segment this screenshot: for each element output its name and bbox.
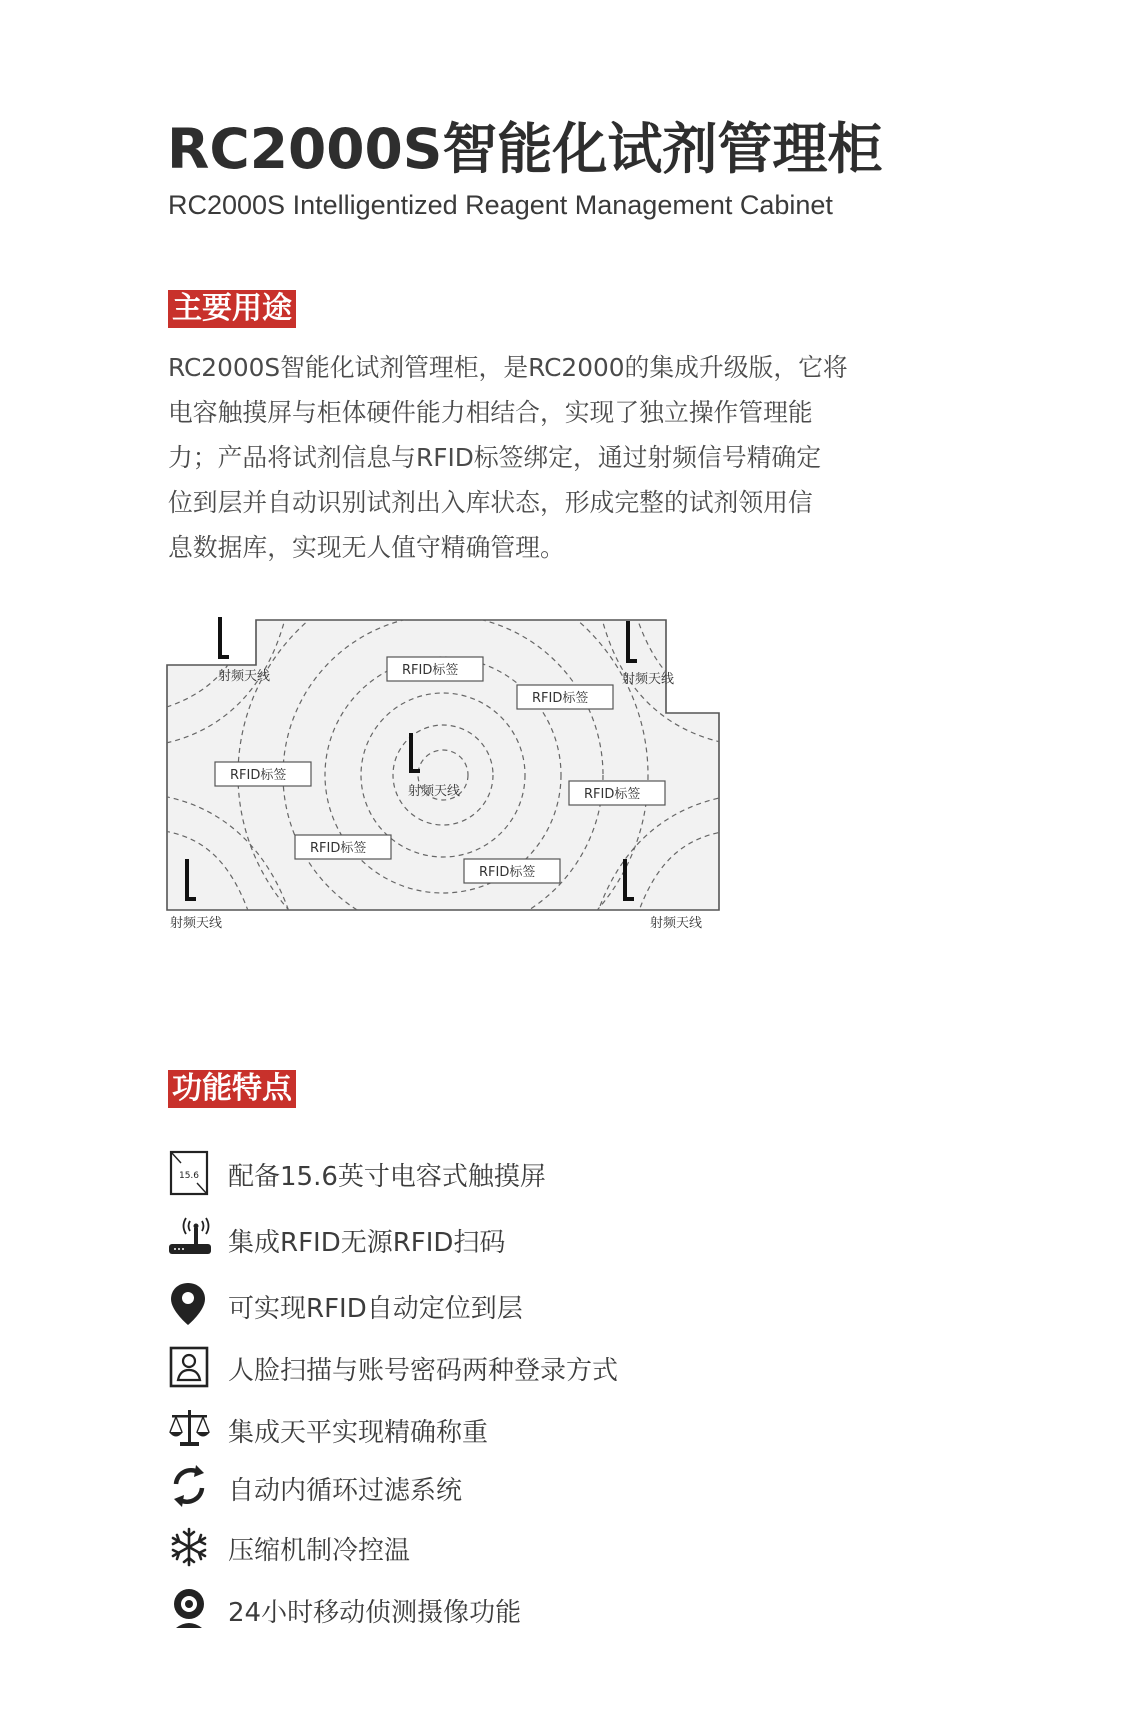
rfid-tag-label: RFID标签 — [230, 768, 287, 783]
page-subtitle: RC2000S Intelligentized Reagent Management Cabinet — [168, 190, 833, 220]
usage-line: 电容触摸屏与柜体硬件能力相结合，实现了独立操作管理能 — [168, 398, 813, 427]
usage-line: 息数据库，实现无人值守精确管理。 — [168, 533, 565, 562]
rfid-tag — [387, 657, 483, 681]
feature-text: 人脸扫描与账号密码两种登录方式 — [228, 1356, 619, 1386]
usage-heading: 主要用途 — [168, 290, 296, 328]
antenna-label: 射频天线 — [218, 669, 271, 684]
feature-text: 集成RFID无源RFID扫码 — [228, 1228, 506, 1258]
feature-text: 集成天平实现精确称重 — [228, 1418, 489, 1448]
circulation-icon — [168, 1462, 214, 1512]
antenna-label: 射频天线 — [622, 672, 675, 687]
screen-size-label: 15.6 — [178, 1171, 200, 1181]
rfid-tag-label: RFID标签 — [584, 787, 641, 802]
face-scan-icon — [168, 1342, 214, 1392]
rfid-tag-label: RFID标签 — [479, 865, 536, 880]
snowflake-icon — [168, 1522, 214, 1572]
rfid-reader-icon — [168, 1214, 214, 1264]
location-pin-icon — [168, 1280, 214, 1330]
usage-line: RC2000S智能化试剂管理柜，是RC2000的集成升级版，它将 — [168, 353, 848, 382]
feature-item-rfid — [168, 1214, 868, 1264]
rfid-tag — [569, 781, 665, 805]
rfid-tag-label: RFID标签 — [310, 841, 367, 856]
feature-item-locate — [168, 1280, 868, 1330]
feature-item-balance — [168, 1404, 868, 1454]
feature-text: 压缩机制冷控温 — [228, 1536, 411, 1566]
features-heading: 功能特点 — [168, 1070, 296, 1108]
rfid-tag-label: RFID标签 — [402, 663, 459, 678]
page-title: RC2000S智能化试剂管理柜 — [167, 117, 883, 181]
feature-item-login — [168, 1342, 868, 1392]
usage-line: 力；产品将试剂信息与RFID标签绑定，通过射频信号精确定 — [168, 443, 822, 472]
feature-text: 配备15.6英寸电容式触摸屏 — [228, 1162, 546, 1192]
rfid-diagram-svg — [166, 615, 721, 930]
rfid-tag — [215, 762, 311, 786]
feature-item-filter — [168, 1462, 868, 1512]
touchscreen-icon — [168, 1148, 214, 1198]
feature-text: 24小时移动侦测摄像功能 — [228, 1598, 522, 1628]
usage-paragraph — [168, 345, 880, 570]
antenna-label: 射频天线 — [650, 916, 703, 930]
feature-item-cooling — [168, 1522, 868, 1572]
camera-icon — [168, 1584, 214, 1634]
rfid-tag — [464, 859, 560, 883]
balance-scale-icon — [168, 1404, 214, 1454]
feature-text: 自动内循环过滤系统 — [228, 1476, 463, 1506]
usage-line: 位到层并自动识别试剂出入库状态，形成完整的试剂领用信 — [168, 488, 813, 517]
feature-item-camera — [168, 1584, 868, 1634]
rfid-tag — [517, 685, 613, 709]
feature-text: 可实现RFID自动定位到层 — [228, 1294, 523, 1324]
rfid-tag-label: RFID标签 — [532, 691, 589, 706]
rfid-tag — [295, 835, 391, 859]
feature-item-touchscreen — [168, 1148, 868, 1198]
antenna-label: 射频天线 — [170, 916, 223, 930]
antenna-top-left — [218, 617, 229, 659]
antenna-label: 射频天线 — [408, 784, 461, 799]
rfid-coverage-diagram — [166, 615, 721, 930]
